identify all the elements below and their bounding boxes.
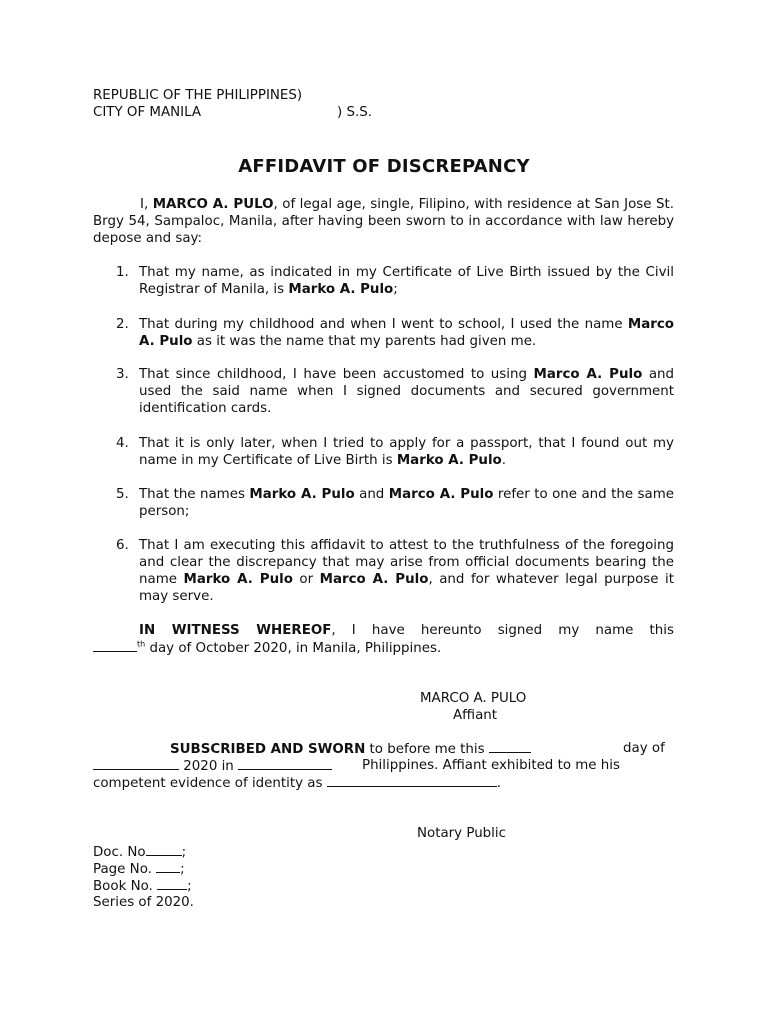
item-number: 5. bbox=[116, 487, 129, 502]
item-number: 6. bbox=[116, 538, 129, 553]
jurat-line-2: 2020 in bbox=[93, 757, 332, 775]
intro-paragraph: I, MARCO A. PULO, of legal age, single, Filipino, with residence at San Jose St. Brgy 54, Sampaloc, Manila, after having been sworn to in accordance with law hereby depose and say: bbox=[93, 197, 674, 246]
book-number-blank[interactable] bbox=[157, 877, 187, 890]
header-ss: ) S.S. bbox=[337, 105, 372, 120]
doc-number: Doc. No ; bbox=[93, 845, 187, 860]
item-number: 4. bbox=[116, 436, 129, 451]
jurat-line-1: SUBSCRIBED AND SWORN to before me this bbox=[170, 740, 531, 758]
item-number: 3. bbox=[116, 367, 129, 382]
list-item: That it is only later, when I tried to apply for a passport, that I found out my name in my Certificate of Live Birth is Marko A. Pulo. bbox=[139, 436, 674, 468]
header-city: CITY OF MANILA bbox=[93, 105, 202, 120]
notary-public-label: Notary Public bbox=[417, 826, 506, 841]
witness-line-2: $^{th}$ day of October 2020, in Manila, Philippines. bbox=[93, 639, 441, 657]
page-number: Page No. ; bbox=[93, 862, 185, 877]
affiant-signature-name: MARCO A. PULO bbox=[420, 691, 527, 706]
jurat-line-2-end: Philippines. Affiant exhibited to me his bbox=[362, 758, 620, 773]
list-item: That my name, as indicated in my Certificate of Live Birth issued by the Civil Registrar of Manila, is Marko A. Pulo; bbox=[139, 265, 674, 297]
book-number: Book No. ; bbox=[93, 879, 192, 894]
jurat-line-3: competent evidence of identity as . bbox=[93, 776, 502, 791]
header-republic: REPUBLIC OF THE PHILIPPINES) bbox=[93, 88, 303, 103]
item-number: 1. bbox=[116, 265, 129, 280]
jurat-month-blank[interactable] bbox=[93, 757, 179, 770]
witness-line-1: IN WITNESS WHEREOF, I have hereunto signed my name this bbox=[139, 623, 674, 638]
affiant-name-bold: MARCO A. PULO bbox=[152, 197, 274, 212]
jurat-place-blank[interactable] bbox=[238, 757, 332, 770]
series: Series of 2020. bbox=[93, 895, 194, 910]
identity-evidence-blank[interactable] bbox=[327, 774, 497, 787]
list-item: That the names Marko A. Pulo and Marco A. Pulo refer to one and the same person; bbox=[139, 487, 675, 519]
list-item: That during my childhood and when I went to school, I used the name Marco A. Pulo as it was the name that my parents had given me. bbox=[139, 317, 674, 349]
item-number: 2. bbox=[116, 317, 129, 332]
doc-number-blank[interactable] bbox=[146, 843, 182, 856]
affiant-label: Affiant bbox=[453, 708, 498, 723]
document-title: AFFIDAVIT OF DISCREPANCY bbox=[238, 156, 530, 177]
page-number-blank[interactable] bbox=[156, 860, 180, 873]
jurat-day-blank[interactable] bbox=[489, 740, 531, 753]
jurat-day-of: day of bbox=[623, 741, 665, 756]
list-item: That I am executing this affidavit to attest to the truthfulness of the foregoing and clear the discrepancy that may arise from official documents bearing the name Marko A. Pulo or Marco A. Pulo, and for whatever legal purpose it may serve. bbox=[139, 538, 674, 604]
list-item: That since childhood, I have been accustomed to using Marco A. Pulo and used the said name when I signed documents and secured government identification cards. bbox=[139, 367, 675, 416]
day-blank[interactable] bbox=[93, 639, 137, 652]
